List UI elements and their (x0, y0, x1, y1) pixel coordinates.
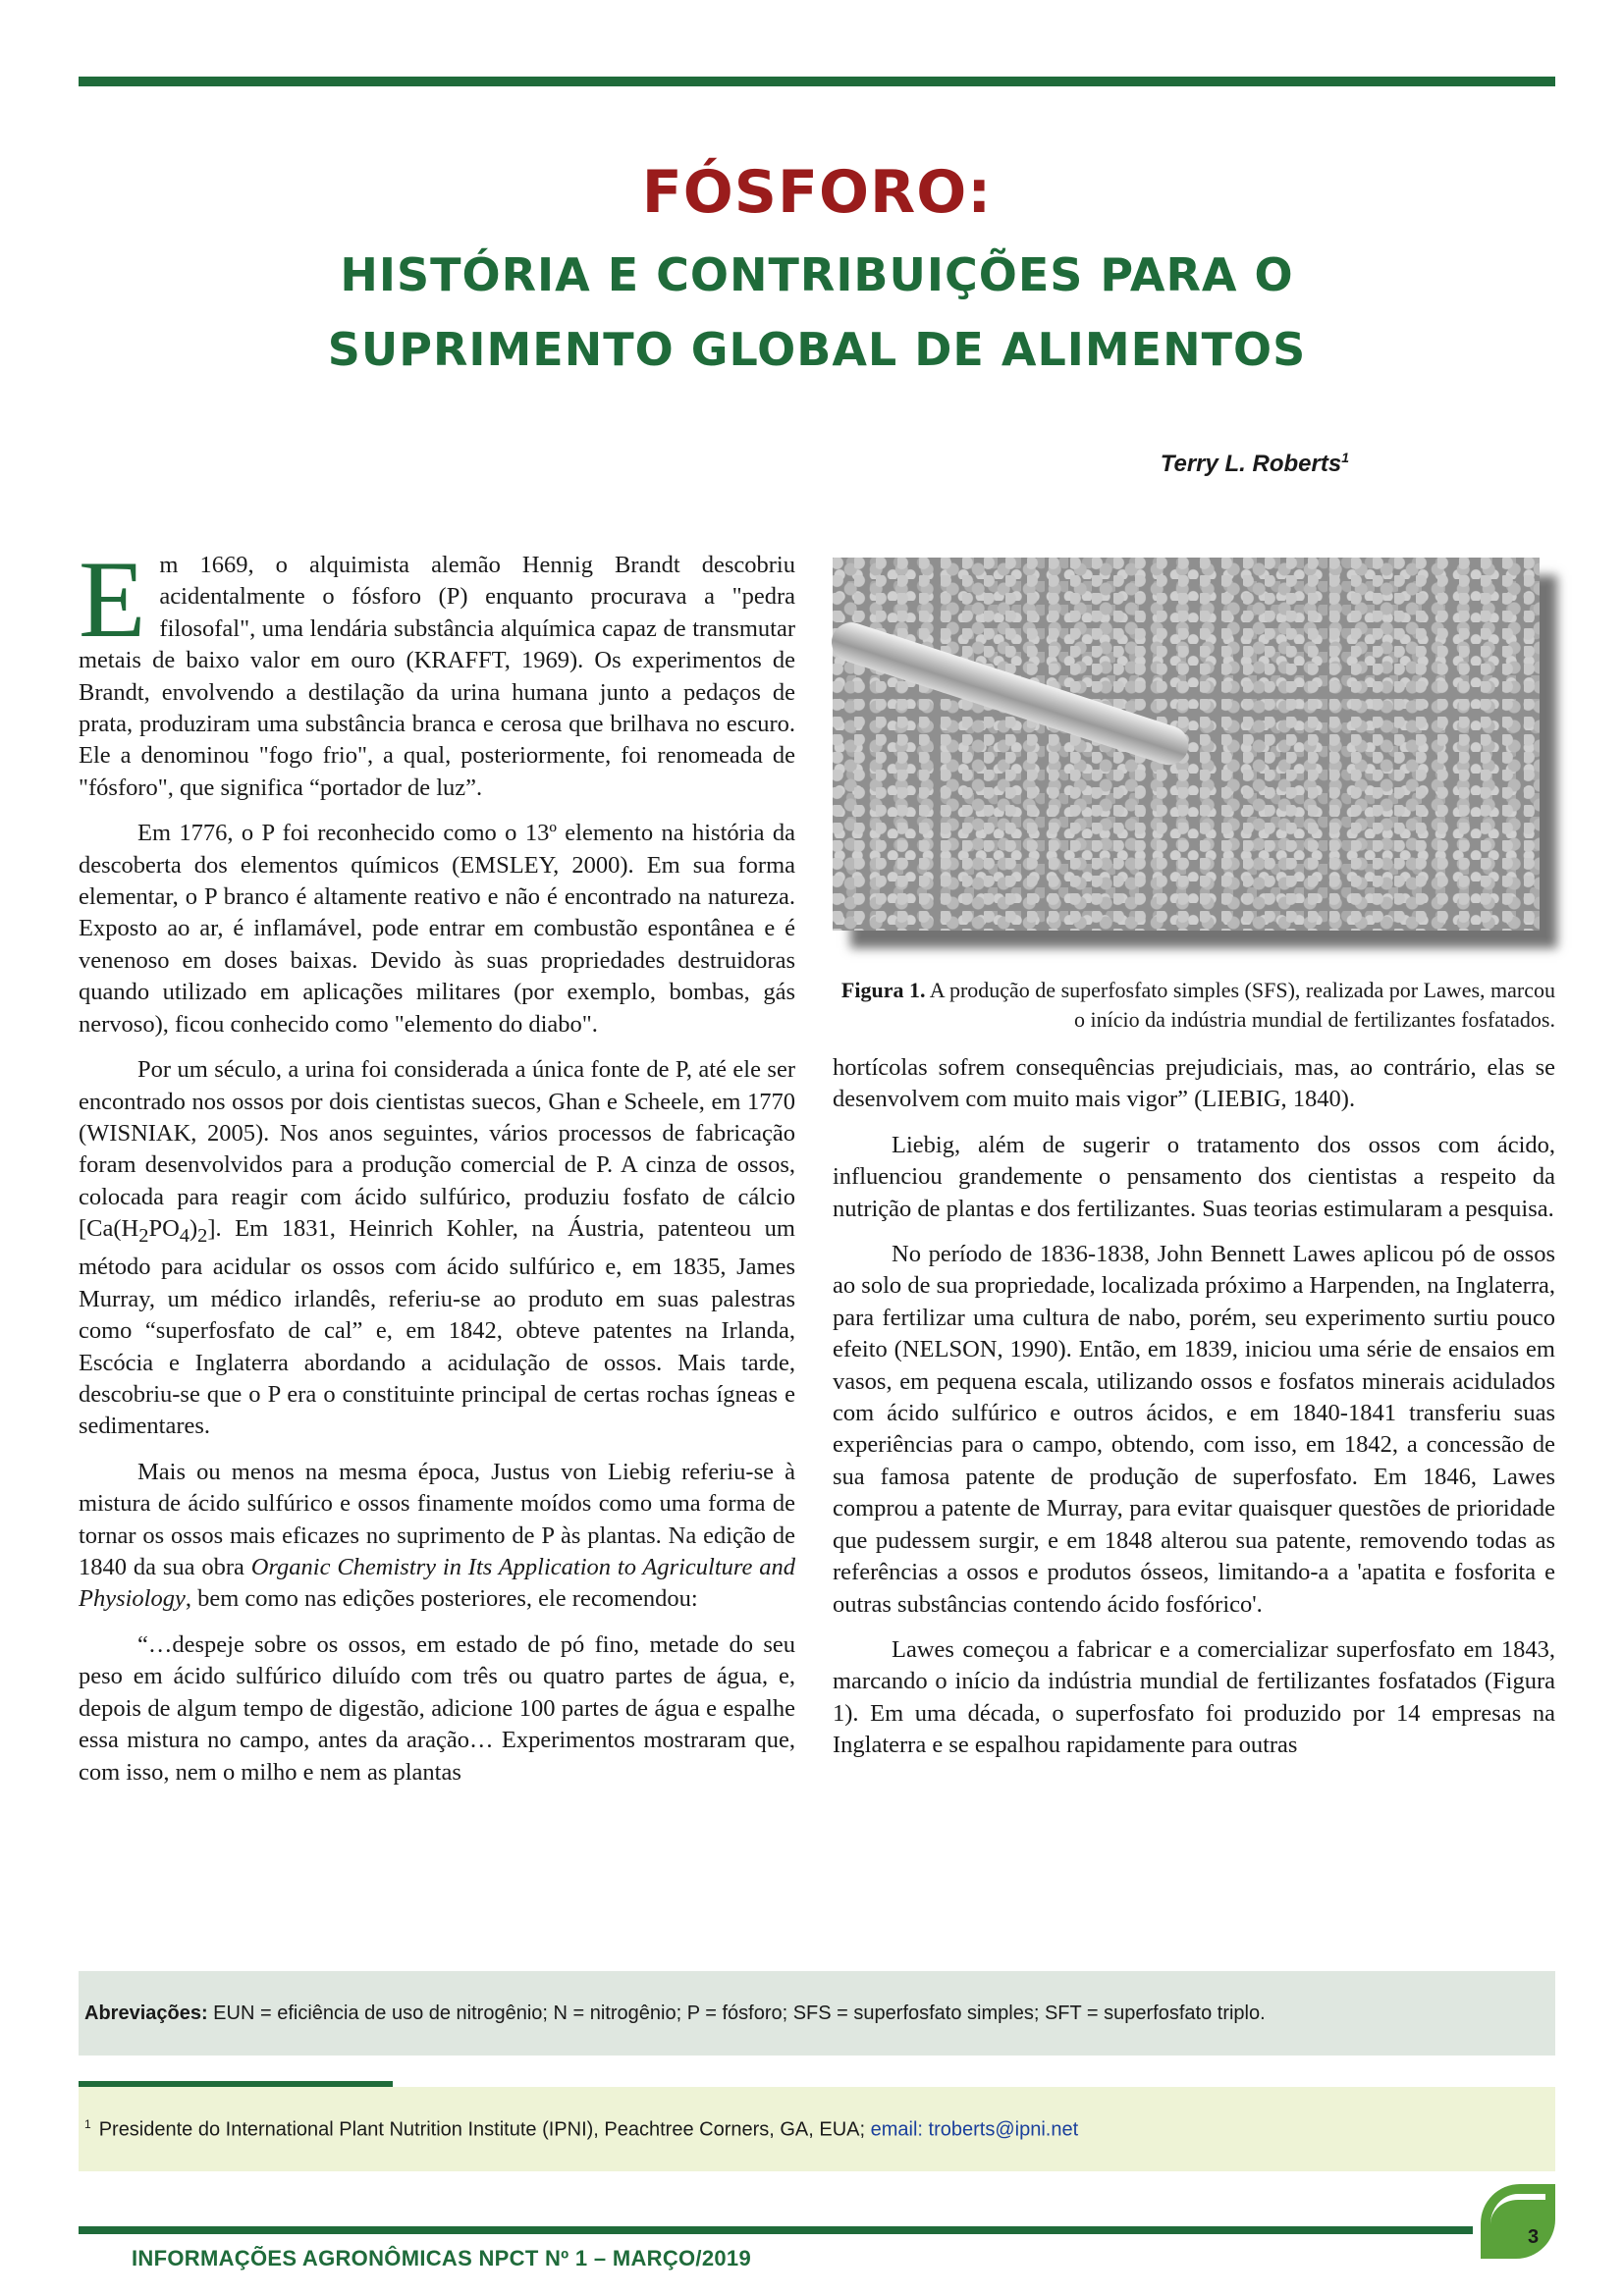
figure-label: Figura 1. (840, 978, 926, 1002)
drop-cap: E (79, 539, 146, 661)
figure-photo (833, 558, 1540, 931)
figure-caption-text: A produção de superfosfato simples (SFS), realizada por Lawes, marcou o início da indústria mundial de fertilizantes fosfatados. (929, 978, 1555, 1032)
book-title: Organic Chemistry in Its Application to Agriculture and Physiology (79, 1554, 795, 1613)
email-link[interactable]: email: troberts@ipni.net (870, 2118, 1079, 2141)
footnote-mark: 1 (84, 2116, 91, 2131)
subscript: 2 (138, 1225, 149, 1248)
title-sub-line-2: SUPRIMENTO GLOBAL DE ALIMENTOS (327, 323, 1307, 376)
top-rule (79, 77, 1555, 86)
paragraph-text: Por um século, a urina foi considerada a única fonte de P, até ele ser encontrado nos ossos por dois cientistas suecos, Ghan e Scheele, em 1770 (WISNIAK, 2005). Nos anos seguintes, vários processos de fabricação foram desenvolvidos para a produção comercial de P. A cinza de ossos, colocada para reagir com ácido sulfúrico, produziu fosfato de cálcio [Ca(H (79, 1056, 795, 1243)
paragraph: Em 1776, o P foi reconhecido como o 13º elemento na história da descoberta dos elementos químicos (EMSLEY, 2000). Em sua forma elementar, o P branco é altamente reativo e não é encontrado na natureza. Exposto ao ar, é inflamável, pode entrar em combustão espontânea e é venenoso em doses baixas. Devido às suas propriedades destruidoras quando utilizado em aplicações militares (por exemplo, bombas, gás nervoso), ficou conhecido como "elemento do diabo". (79, 820, 795, 1038)
footnote-text: Presidente do International Plant Nutrition Institute (IPNI), Peachtree Corners, GA, EUA; (98, 2118, 871, 2141)
paragraph-text: ]. Em 1831, Heinrich Kohler, na Áustria, patenteou um método para acidular os ossos com ácido sulfúrico e, em 1835, James Murray, um médico irlandês, referiu-se ao produto em suas palestras como “superfosfato de cal” e, em 1842, obteve patentes na Irlanda, Escócia e Inglaterra abordando a acidulação de ossos. Mais tarde, descobriu-se que o P era o constituinte principal de certas rochas ígneas e sedimentares. (79, 1215, 795, 1440)
paragraph: No período de 1836-1838, John Bennett Lawes aplicou pó de ossos ao solo de sua propriedade, localizada próximo a Harpenden, na Inglaterra, para fertilizar uma cultura de nabo, porém, seu experimento surtiu pouco efeito (NELSON, 1990). Então, em 1839, iniciou uma série de ensaios em vasos, em pequena escala, utilizando ossos e fosfatos minerais acidulados com ácido sulfúrico e outros ácidos, e em 1840-1841 transferiu suas experiências para o campo, obtendo, com isso, em 1842, a concessão de sua famosa patente de produção de superfosfato. Em 1846, Lawes comprou a patente de Murray, para evitar quaisquer questões de prioridade que pudessem surgir, e em 1848 alterou sua patente, removendo todas as referências a ossos e produtos ósseos, limitando-a a 'apatita e fosforita e outras substâncias contendo ácido fosfórico'. (833, 1241, 1555, 1618)
bottom-rule (79, 2226, 1473, 2234)
abbreviations-label: Abreviações: (84, 2002, 208, 2024)
abbreviations-box (79, 1971, 1555, 2056)
paragraph-text: ) (189, 1215, 198, 1243)
article-title (79, 157, 1555, 387)
paragraph: hortícolas sofrem consequências prejudiciais, mas, ao contrário, elas se desenvolvem com muito mais vigor” (LIEBIG, 1840). (833, 1054, 1555, 1113)
author-name: Terry L. Roberts (1160, 451, 1342, 477)
right-column (833, 550, 1555, 1776)
page-number: 3 (1528, 2226, 1540, 2248)
author-footnote-mark: 1 (1341, 450, 1349, 465)
paragraph-text: PO (148, 1215, 180, 1243)
quote-paragraph: “…despeje sobre os ossos, em estado de pó fino, metade do seu peso em ácido sulfúrico diluído com três ou quatro partes de água, e, depois de algum tempo de digestão, adicione 100 partes de água e espalhe essa mistura no campo, antes da aração… Experimentos mostraram que, com isso, nem o milho e nem as plantas (79, 1630, 795, 1786)
paragraph: Liebig, além de sugerir o tratamento dos ossos com ácido, influenciou grandemente o pensamento dos cientistas a respeito da nutrição de plantas e dos fertilizantes. Suas teorias estimularam a pesquisa. (833, 1131, 1555, 1222)
title-main: FÓSFORO: (641, 158, 993, 227)
paragraph-text: , bem como nas edições posteriores, ele recomendou: (185, 1585, 698, 1613)
journal-footer: INFORMAÇÕES AGRONÔMICAS NPCT Nº 1 – MARÇO/2019 (132, 2246, 751, 2270)
paragraph (79, 539, 795, 804)
paragraph (79, 1054, 795, 1443)
paragraph (79, 1457, 795, 1616)
footnote-box (79, 2087, 1555, 2171)
paragraph: Lawes começou a fabricar e a comercializar superfosfato em 1843, marcando o início da indústria mundial de fertilizantes fosfatados (Figura 1). Em uma década, o superfosfato foi produzido por 14 empresas na Inglaterra e se espalhou rapidamente para outras (833, 1635, 1555, 1759)
subscript: 4 (179, 1225, 189, 1248)
title-sub (79, 238, 1555, 387)
figure-caption (833, 976, 1555, 1035)
title-sub-line-1: HISTÓRIA E CONTRIBUIÇÕES PARA O (340, 248, 1294, 301)
paragraph-text: m 1669, o alquimista alemão Hennig Brandt descobriu acidentalmente o fósforo (P) enquanto procurava a "pedra filosofal", uma lendária substância alquímica capaz de transmutar metais de baixo valor em ouro (KRAFFT, 1969). Os experimentos de Brandt, envolvendo a destilação da urina humana junto a pedaços de prata, produziram uma substância branca e cerosa que brilhava no escuro. Ele a denominou "fogo frio", a qual, posteriormente, foi renomeada de "fósforo", que significa “portador de luz”. (79, 552, 795, 801)
pen-image (827, 617, 1194, 770)
leaf-logo-icon (1481, 2184, 1555, 2259)
subscript: 2 (197, 1225, 208, 1248)
author-line (1161, 450, 1349, 478)
abbreviations-text: EUN = eficiência de uso de nitrogênio; N = nitrogênio; P = fósforo; SFS = superfosfato simples; SFT = superfosfato triplo. (207, 2002, 1266, 2024)
left-column (79, 539, 795, 1802)
paragraph-text: Mais ou menos na mesma época, Justus von Liebig referiu-se à mistura de ácido sulfúrico e ossos finamente moídos como uma forma de tornar os ossos mais eficazes no suprimento de P às plantas. Na edição de 1840 da sua obra (79, 1458, 795, 1581)
